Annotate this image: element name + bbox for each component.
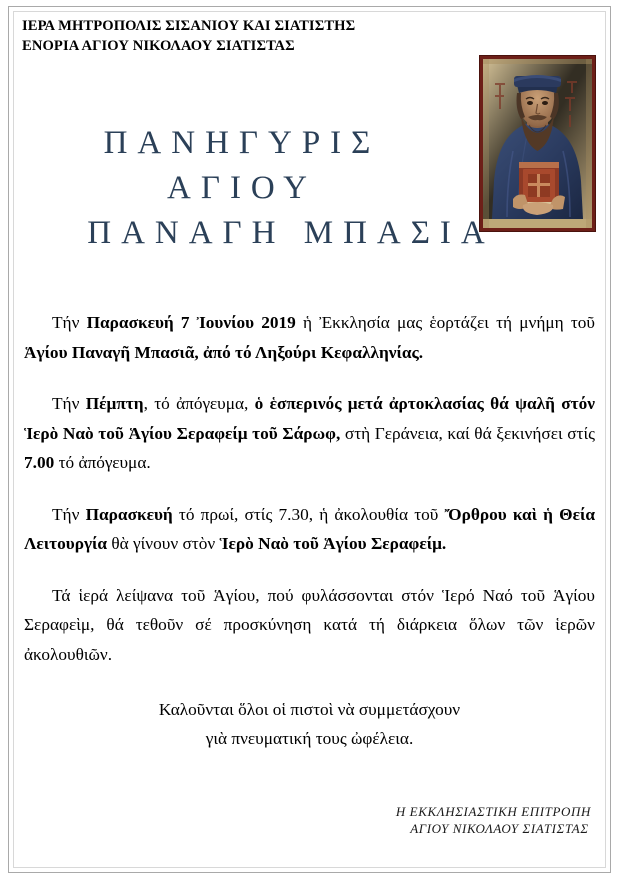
paragraph-1: Τήν Παρασκευή 7 Ἰουνίου 2019 ἡ Ἐκκλησία μας ἑορτάζει τή μνήμη τοῦ Ἁγίου Παναγῆ Μπασιᾶ, ἀπό τό Ληξούρι Κεφαλληνίας. (24, 313, 595, 362)
title-line-3: ΠΑΝΑΓΗ ΜΠΑΣΙΑ (87, 215, 495, 251)
paragraph-3: Τήν Παρασκευή τό πρωί, στίς 7.30, ἡ ἀκολουθία τοῦ Ὄρθρου καὶ ἡ Θεία Λειτουργία θὰ γίνουν στὸν Ἱερὸ Ναὸ τοῦ Ἁγίου Σεραφείμ. (24, 504, 595, 553)
paragraph-2: Τήν Πέμπτη, τό ἀπόγευμα, ὁ ἑσπερινός μετά ἀρτοκλασίας θά ψαλῆ στόν Ἱερὸ Ναὸ τοῦ Ἁγίου Σεραφείμ τοῦ Σάρωφ, στὴ Γεράνεια, καί θά ξεκινήσει στίς 7.00 τό ἀπόγευμα. (24, 394, 595, 472)
invitation-line-1: Καλοῦνται ὅλοι οἱ πιστοὶ νὰ συμμετάσχουν (158, 700, 461, 719)
saint-panagis-basias-icon (483, 59, 592, 228)
icon-artwork (483, 59, 592, 228)
signature-block (396, 803, 591, 837)
signature-line-1: Η ΕΚΚΛΗΣΙΑΣΤΙΚΗ ΕΠΙΤΡΟΠΗ (395, 804, 591, 819)
signature-line-2: ΑΓΙΟΥ ΝΙΚΟΛΑΟΥ ΣΙΑΤΙΣΤΑΣ (410, 821, 589, 836)
masthead (22, 16, 597, 56)
paragraph-4: Τά ἱερά λείψανα τοῦ Ἁγίου, πού φυλάσσονται στόν Ἱερό Ναό τοῦ Ἁγίου Σεραφεὶμ, θά τεθοῦν σέ προσκύνηση κατά τή διάρκεια ὅλων τῶν ἱερῶν ἀκολουθιῶν. (24, 585, 595, 664)
poster-content (22, 16, 597, 863)
masthead-line-1: ΙΕΡΑ ΜΗΤΡΟΠΟΛΙΣ ΣΙΣΑΝΙΟΥ ΚΑΙ ΣΙΑΤΙΣΤΗΣ (22, 18, 356, 34)
page-title (22, 121, 495, 256)
title-line-2: ΑΓΙΟΥ (167, 170, 317, 206)
invitation-line-2: γιὰ πνευματική τους ὠφέλεια. (205, 729, 414, 748)
announcement-body (24, 308, 595, 753)
masthead-line-2: ΕΝΟΡΙΑ ΑΓΙΟΥ ΝΙΚΟΛΑΟΥ ΣΙΑΤΙΣΤΑΣ (22, 38, 295, 54)
saint-icon-frame (480, 56, 595, 231)
invitation-block (24, 695, 595, 753)
title-line-1: ΠΑΝΗΓΥΡΙΣ (103, 125, 381, 161)
